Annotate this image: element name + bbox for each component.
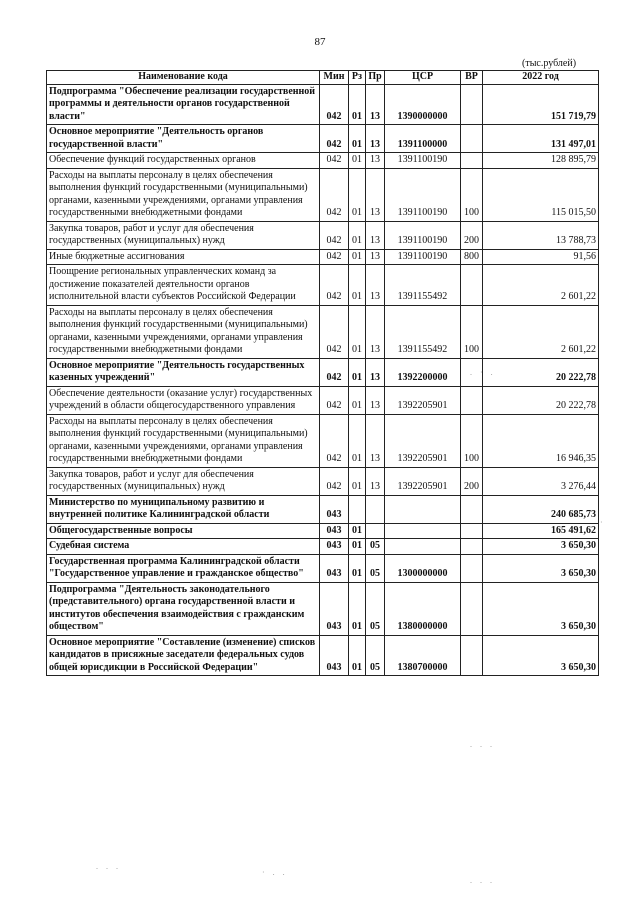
row-name-cell: Министерство по муниципальному развитию и внутренней политике Калининградской области bbox=[47, 495, 320, 523]
row-pr-cell: 13 bbox=[366, 414, 385, 467]
row-name-cell: Расходы на выплаты персоналу в целях обеспечения выполнения функций государственными (муниципальными) органами, казенными учреждениями, органами управления государственными внебюджетными фондами bbox=[47, 168, 320, 221]
row-min-cell: 043 bbox=[320, 539, 349, 555]
row-csr-cell: 1391100000 bbox=[385, 125, 461, 153]
row-rz-cell: 01 bbox=[349, 249, 366, 265]
row-amount-cell: 131 497,01 bbox=[483, 125, 599, 153]
row-csr-cell bbox=[385, 539, 461, 555]
row-vr-cell bbox=[461, 386, 483, 414]
row-amount-cell: 115 015,50 bbox=[483, 168, 599, 221]
table-row bbox=[47, 125, 599, 153]
row-name-cell: Государственная программа Калининградской области "Государственное управление и гражданское общество" bbox=[47, 554, 320, 582]
scan-speck: · bbox=[600, 518, 606, 527]
row-min-cell: 042 bbox=[320, 125, 349, 153]
row-amount-cell: 20 222,78 bbox=[483, 386, 599, 414]
row-pr-cell: 13 bbox=[366, 84, 385, 125]
row-amount-cell: 20 222,78 bbox=[483, 358, 599, 386]
row-csr-cell: 1380700000 bbox=[385, 635, 461, 676]
table-header-row bbox=[47, 71, 599, 85]
row-vr-cell: 100 bbox=[461, 305, 483, 358]
row-csr-cell: 1391100190 bbox=[385, 221, 461, 249]
column-header: Мин bbox=[320, 71, 349, 85]
column-header: 2022 год bbox=[483, 71, 599, 85]
row-name-cell: Закупка товаров, работ и услуг для обеспечения государственных (муниципальных) нужд bbox=[47, 467, 320, 495]
row-csr-cell: 1392200000 bbox=[385, 358, 461, 386]
row-min-cell: 043 bbox=[320, 523, 349, 539]
budget-table bbox=[46, 70, 599, 676]
column-header: ВР bbox=[461, 71, 483, 85]
row-vr-cell bbox=[461, 539, 483, 555]
row-vr-cell: 200 bbox=[461, 221, 483, 249]
row-amount-cell: 240 685,73 bbox=[483, 495, 599, 523]
row-amount-cell: 2 601,22 bbox=[483, 305, 599, 358]
row-csr-cell: 1392205901 bbox=[385, 467, 461, 495]
table-row bbox=[47, 635, 599, 676]
row-csr-cell: 1392205901 bbox=[385, 414, 461, 467]
row-name-cell: Обеспечение функций государственных органов bbox=[47, 153, 320, 169]
table-row bbox=[47, 582, 599, 635]
scan-speck: . . . bbox=[470, 876, 495, 885]
row-rz-cell: 01 bbox=[349, 467, 366, 495]
row-amount-cell: 13 788,73 bbox=[483, 221, 599, 249]
row-name-cell: Основное мероприятие "Деятельность органов государственной власти" bbox=[47, 125, 320, 153]
units-note: (тыс.рублей) bbox=[522, 58, 577, 69]
row-name-cell: Судебная система bbox=[47, 539, 320, 555]
row-name-cell: Основное мероприятие "Составление (изменение) списков кандидатов в присяжные заседатели федеральных судов общей юрисдикции в Российской Федерации" bbox=[47, 635, 320, 676]
row-vr-cell bbox=[461, 582, 483, 635]
row-rz-cell: 01 bbox=[349, 84, 366, 125]
row-vr-cell: 800 bbox=[461, 249, 483, 265]
row-csr-cell: 1390000000 bbox=[385, 84, 461, 125]
row-rz-cell: 01 bbox=[349, 168, 366, 221]
row-min-cell: 042 bbox=[320, 221, 349, 249]
table-row bbox=[47, 386, 599, 414]
row-pr-cell: 05 bbox=[366, 582, 385, 635]
row-name-cell: Общегосударственные вопросы bbox=[47, 523, 320, 539]
row-amount-cell: 3 650,30 bbox=[483, 582, 599, 635]
row-csr-cell: 1392205901 bbox=[385, 386, 461, 414]
row-min-cell: 042 bbox=[320, 265, 349, 306]
row-csr-cell: 1391100190 bbox=[385, 153, 461, 169]
table-row bbox=[47, 249, 599, 265]
row-csr-cell: 1391100190 bbox=[385, 249, 461, 265]
row-pr-cell: 13 bbox=[366, 265, 385, 306]
table-row bbox=[47, 358, 599, 386]
table-body bbox=[47, 84, 599, 676]
row-name-cell: Подпрограмма "Обеспечение реализации государственной программы и деятельности органов государственной власти" bbox=[47, 84, 320, 125]
row-amount-cell: 128 895,79 bbox=[483, 153, 599, 169]
row-rz-cell: 01 bbox=[349, 221, 366, 249]
row-pr-cell: 13 bbox=[366, 153, 385, 169]
row-rz-cell: 01 bbox=[349, 358, 366, 386]
row-pr-cell bbox=[366, 523, 385, 539]
row-pr-cell bbox=[366, 495, 385, 523]
table-row bbox=[47, 554, 599, 582]
row-csr-cell: 1391100190 bbox=[385, 168, 461, 221]
table-row bbox=[47, 539, 599, 555]
row-amount-cell: 3 650,30 bbox=[483, 635, 599, 676]
row-amount-cell: 151 719,79 bbox=[483, 84, 599, 125]
table-row bbox=[47, 153, 599, 169]
row-min-cell: 043 bbox=[320, 554, 349, 582]
row-rz-cell bbox=[349, 495, 366, 523]
row-min-cell: 042 bbox=[320, 249, 349, 265]
table-row bbox=[47, 467, 599, 495]
row-min-cell: 043 bbox=[320, 582, 349, 635]
page-number: 87 bbox=[314, 36, 326, 48]
row-csr-cell bbox=[385, 523, 461, 539]
row-rz-cell: 01 bbox=[349, 414, 366, 467]
row-csr-cell: 1380000000 bbox=[385, 582, 461, 635]
row-min-cell: 042 bbox=[320, 467, 349, 495]
table-row bbox=[47, 414, 599, 467]
row-csr-cell: 1300000000 bbox=[385, 554, 461, 582]
row-name-cell: Поощрение региональных управленческих команд за достижение показателей деятельности органов исполнительной власти субъектов Российской Федерации bbox=[47, 265, 320, 306]
table-row bbox=[47, 523, 599, 539]
table-row bbox=[47, 305, 599, 358]
row-amount-cell: 3 276,44 bbox=[483, 467, 599, 495]
row-pr-cell: 05 bbox=[366, 539, 385, 555]
row-vr-cell bbox=[461, 125, 483, 153]
row-rz-cell: 01 bbox=[349, 554, 366, 582]
row-vr-cell bbox=[461, 523, 483, 539]
table-row bbox=[47, 265, 599, 306]
row-name-cell: Обеспечение деятельности (оказание услуг) государственных учреждений в области общегосударственного управления bbox=[47, 386, 320, 414]
row-csr-cell bbox=[385, 495, 461, 523]
row-amount-cell: 3 650,30 bbox=[483, 539, 599, 555]
row-pr-cell: 13 bbox=[366, 305, 385, 358]
row-min-cell: 043 bbox=[320, 635, 349, 676]
row-vr-cell: 100 bbox=[461, 168, 483, 221]
row-min-cell: 042 bbox=[320, 358, 349, 386]
row-min-cell: 042 bbox=[320, 414, 349, 467]
row-name-cell: Подпрограмма "Деятельность законодательного (представительного) органа государственной власти и институтов обеспечения взаимодействия с гражданским обществом" bbox=[47, 582, 320, 635]
row-min-cell: 042 bbox=[320, 153, 349, 169]
scan-speck: . · . bbox=[470, 368, 496, 377]
row-rz-cell: 01 bbox=[349, 539, 366, 555]
row-vr-cell: 200 bbox=[461, 467, 483, 495]
column-header: Рз bbox=[349, 71, 366, 85]
row-name-cell: Закупка товаров, работ и услуг для обеспечения государственных (муниципальных) нужд bbox=[47, 221, 320, 249]
row-vr-cell: 100 bbox=[461, 414, 483, 467]
table-row bbox=[47, 495, 599, 523]
row-rz-cell: 01 bbox=[349, 582, 366, 635]
row-vr-cell bbox=[461, 495, 483, 523]
row-pr-cell: 05 bbox=[366, 635, 385, 676]
row-csr-cell: 1391155492 bbox=[385, 265, 461, 306]
row-pr-cell: 13 bbox=[366, 386, 385, 414]
table-row bbox=[47, 84, 599, 125]
row-min-cell: 042 bbox=[320, 386, 349, 414]
row-rz-cell: 01 bbox=[349, 305, 366, 358]
row-amount-cell: 3 650,30 bbox=[483, 554, 599, 582]
row-pr-cell: 13 bbox=[366, 249, 385, 265]
row-amount-cell: 2 601,22 bbox=[483, 265, 599, 306]
scan-speck: · . . bbox=[262, 868, 288, 877]
row-pr-cell: 13 bbox=[366, 125, 385, 153]
row-amount-cell: 16 946,35 bbox=[483, 414, 599, 467]
row-vr-cell bbox=[461, 84, 483, 125]
row-name-cell: Расходы на выплаты персоналу в целях обеспечения выполнения функций государственными (муниципальными) органами, казенными учреждениями, органами управления государственными внебюджетными фондами bbox=[47, 414, 320, 467]
table-row bbox=[47, 221, 599, 249]
row-amount-cell: 91,56 bbox=[483, 249, 599, 265]
row-min-cell: 042 bbox=[320, 168, 349, 221]
row-pr-cell: 13 bbox=[366, 467, 385, 495]
row-rz-cell: 01 bbox=[349, 523, 366, 539]
row-pr-cell: 05 bbox=[366, 554, 385, 582]
row-name-cell: Основное мероприятие "Деятельность государственных казенных учреждений" bbox=[47, 358, 320, 386]
row-rz-cell: 01 bbox=[349, 386, 366, 414]
scan-speck: . . . bbox=[96, 862, 121, 871]
column-header: ЦСР bbox=[385, 71, 461, 85]
row-rz-cell: 01 bbox=[349, 125, 366, 153]
row-min-cell: 043 bbox=[320, 495, 349, 523]
row-amount-cell: 165 491,62 bbox=[483, 523, 599, 539]
row-vr-cell bbox=[461, 265, 483, 306]
row-pr-cell: 13 bbox=[366, 168, 385, 221]
row-vr-cell bbox=[461, 554, 483, 582]
row-name-cell: Иные бюджетные ассигнования bbox=[47, 249, 320, 265]
column-header: Наименование кода bbox=[47, 71, 320, 85]
row-csr-cell: 1391155492 bbox=[385, 305, 461, 358]
scan-speck: . . . bbox=[470, 740, 495, 749]
table-row bbox=[47, 168, 599, 221]
row-vr-cell bbox=[461, 635, 483, 676]
row-vr-cell bbox=[461, 153, 483, 169]
row-rz-cell: 01 bbox=[349, 265, 366, 306]
row-min-cell: 042 bbox=[320, 305, 349, 358]
row-rz-cell: 01 bbox=[349, 153, 366, 169]
row-pr-cell: 13 bbox=[366, 221, 385, 249]
row-pr-cell: 13 bbox=[366, 358, 385, 386]
row-min-cell: 042 bbox=[320, 84, 349, 125]
row-name-cell: Расходы на выплаты персоналу в целях обеспечения выполнения функций государственными (муниципальными) органами, казенными учреждениями, органами управления государственными внебюджетными фондами bbox=[47, 305, 320, 358]
column-header: Пр bbox=[366, 71, 385, 85]
row-rz-cell: 01 bbox=[349, 635, 366, 676]
